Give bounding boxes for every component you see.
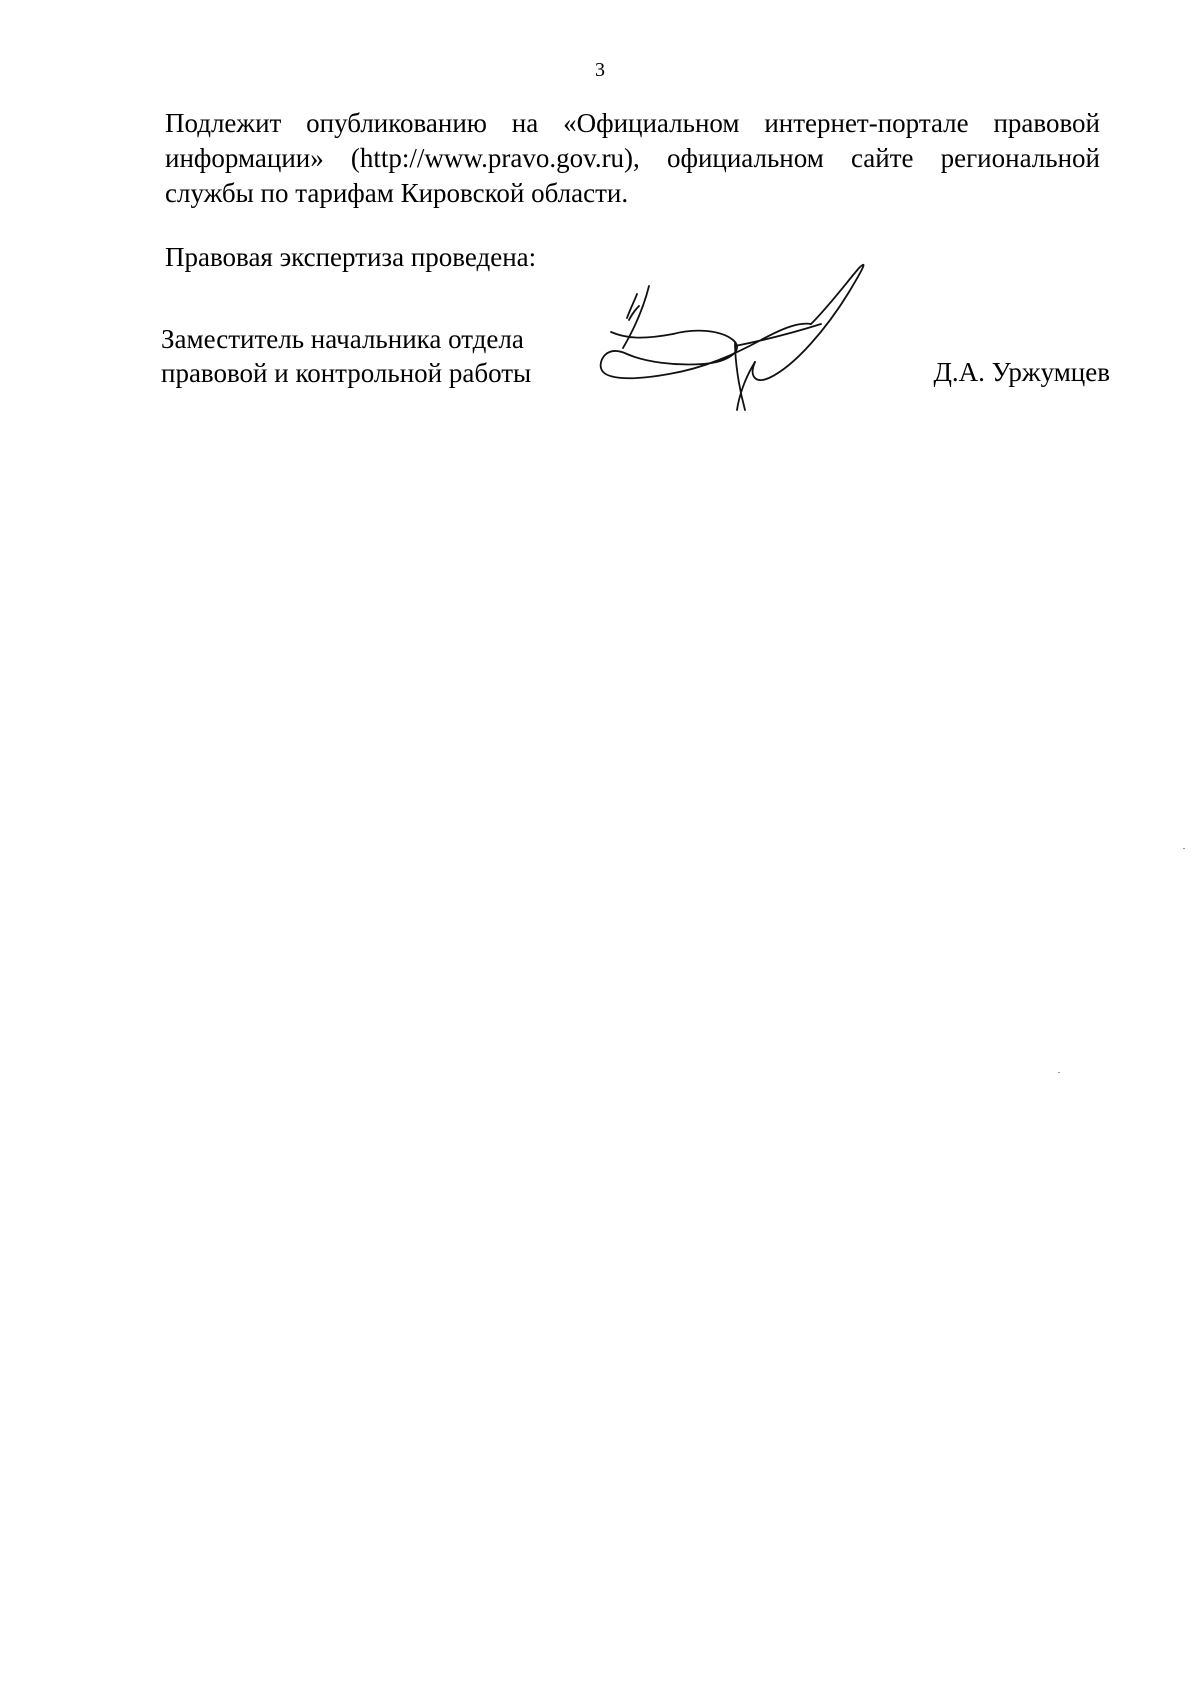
- signature-stroke-long-loop: [753, 265, 864, 380]
- signature-stroke-cross: [735, 324, 821, 346]
- scan-speck: [1058, 1072, 1060, 1073]
- handwritten-signature: [585, 262, 885, 422]
- signatory-position: [161, 322, 531, 390]
- signatory-name: Д.А. Уржумцев: [933, 357, 1110, 387]
- page-number: 3: [595, 59, 605, 81]
- legal-expertise-label: Правовая экспертиза проведена:: [165, 242, 537, 272]
- signatory-position-line-1: Заместитель начальника отдела: [161, 324, 524, 354]
- signatory-position-line-2: правовой и контрольной работы: [161, 358, 532, 388]
- signature-stroke-left-vertical: [627, 294, 639, 320]
- scan-speck: [1183, 848, 1185, 849]
- signature-stroke-main-h: [611, 286, 673, 348]
- publication-notice: Подлежит опубликованию на «Официальном интернет-портале правовой информации» (http://www.pravo.gov.ru), официальном сайте региональной службы по тарифам Кировской области.: [165, 108, 1100, 208]
